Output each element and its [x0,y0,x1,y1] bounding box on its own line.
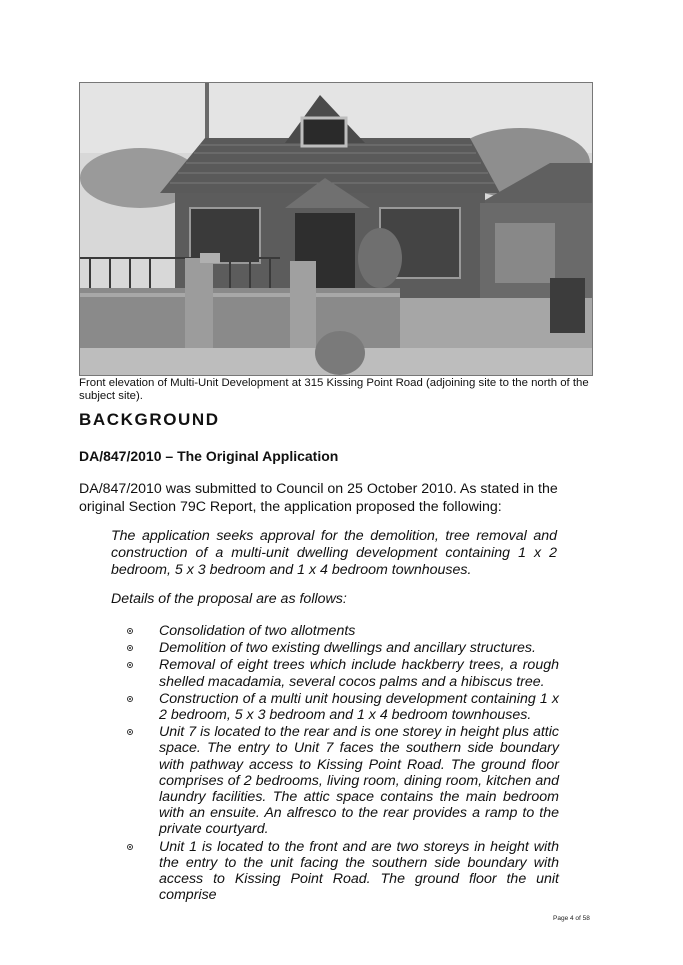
list-item: Consolidation of two allotments [127,623,559,639]
subsection-heading: DA/847/2010 – The Original Application [79,448,339,464]
intro-paragraph: DA/847/2010 was submitted to Council on 25 October 2010. As stated in the original Section 79C Report, the application proposed the following: [79,481,558,515]
bullet-icon [127,729,133,735]
bullet-icon [127,696,133,702]
house-photo-image [80,83,592,375]
bullet-icon [127,844,133,850]
bullet-icon [127,662,133,668]
list-item: Unit 7 is located to the rear and is one storey in height plus attic space. The entry to Unit 7 faces the southern side boundary with pathway access to Kissing Point Road. The ground floor comprises of 2 bedrooms, living room, dining room, kitchen and laundry facilities. The attic space contains the main bedroom with an ensuite. An alfresco to the rear provides a ramp to the private courtyard. [127,724,559,837]
list-item: Removal of eight trees which include hackberry trees, a rough shelled macadamia, several cocos palms and a hibiscus tree. [127,657,559,689]
list-item: Construction of a multi unit housing development containing 1 x 2 bedroom, 5 x 3 bedroom and 1 x 4 bedroom townhouses. [127,691,559,723]
section-heading: BACKGROUND [79,410,220,429]
bullet-icon [127,628,133,634]
list-item: Unit 1 is located to the front and are two storeys in height with the entry to the unit facing the southern side boundary with access to Kissing Point Road. The ground floor the unit comprise [127,839,559,904]
proposal-list [127,623,559,904]
quote-paragraph: The application seeks approval for the demolition, tree removal and construction of a multi-unit dwelling development containing 1 x 2 bedroom, 5 x 3 bedroom and 1 x 4 bedroom townhouses. [111,528,557,578]
bullet-icon [127,645,133,651]
list-item: Demolition of two existing dwellings and ancillary structures. [127,640,559,656]
page-number: Page 4 of 58 [553,915,590,922]
photo-caption: Front elevation of Multi-Unit Development at 315 Kissing Point Road (adjoining site to the north of the subject site). [79,377,589,402]
details-intro: Details of the proposal are as follows: [111,591,347,607]
house-photo [79,82,593,376]
